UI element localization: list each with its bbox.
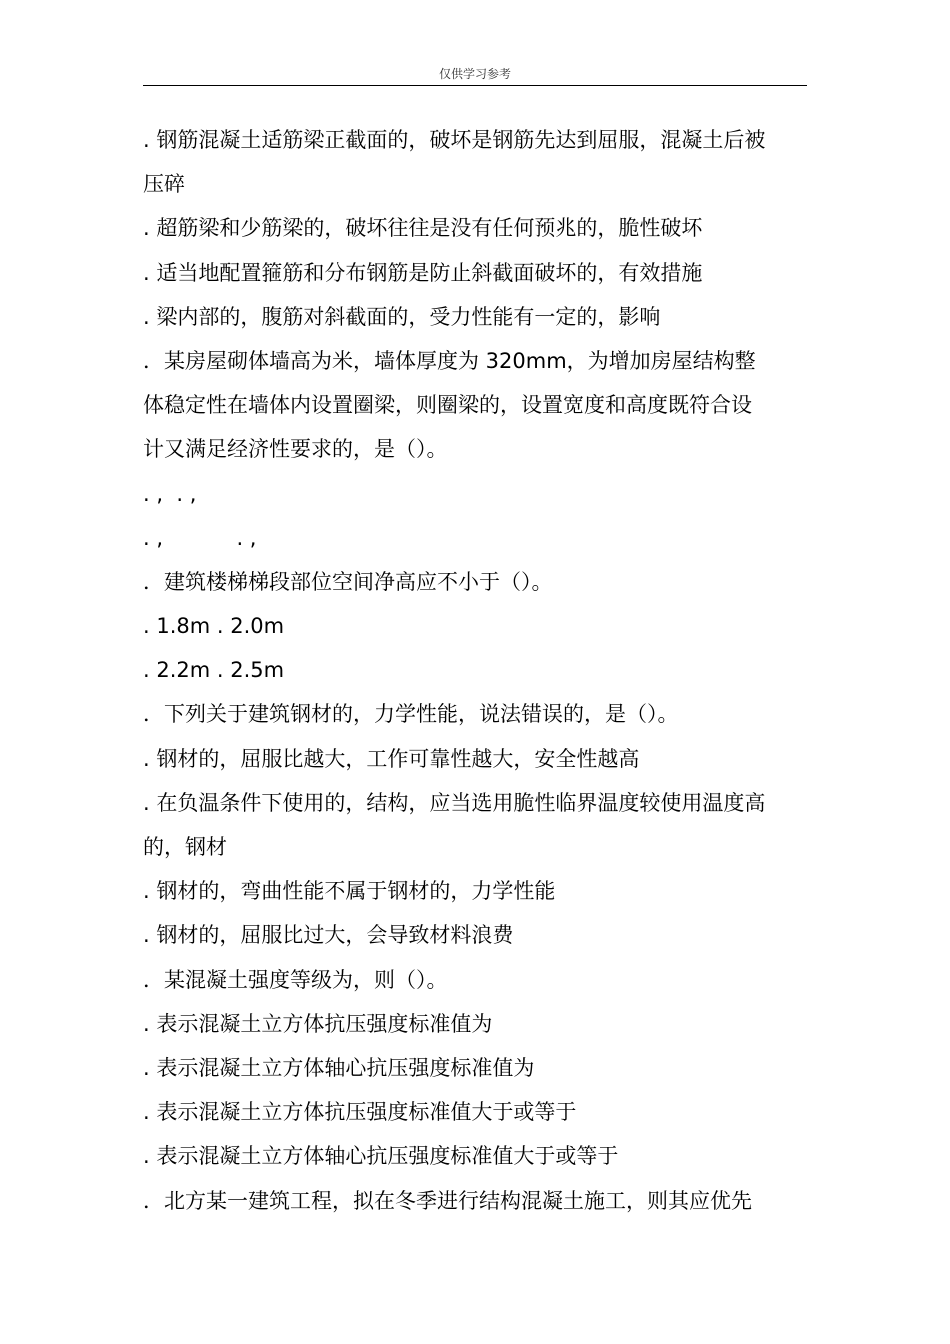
text-line: . 超筋梁和少筋梁的，破坏往往是没有任何预兆的，脆性破坏 (143, 216, 703, 241)
text-line: . 梁内部的，腹筋对斜截面的，受力性能有一定的，影响 (143, 304, 661, 329)
text-line: . 钢材的，屈服比过大，会导致材料浪费 (143, 923, 514, 948)
text-line: 体稳定性在墙体内设置圈梁，则圈梁的，设置宽度和高度既符合设 (143, 393, 752, 418)
text-line: ．北方某一建筑工程，拟在冬季进行结构混凝土施工，则其应优先 (143, 1188, 752, 1213)
text-line: ．下列关于建筑钢材的，力学性能，说法错误的，是（）。 (143, 702, 679, 727)
page-header: 仅供学习参考 (438, 67, 511, 81)
text-line: . , . , (143, 481, 197, 506)
text-line: . 钢筋混凝土适筋梁正截面的，破坏是钢筋先达到屈服，混凝土后被 (143, 128, 766, 152)
text-line: ．某房屋砌体墙高为米，墙体厚度为 320mm，为增加房屋结构整 (143, 348, 756, 373)
text-line: . 钢材的，弯曲性能不属于钢材的，力学性能 (143, 879, 556, 904)
document-body (143, 118, 807, 1223)
text-line: . 表示混凝土立方体轴心抗压强度标准值为 (143, 1055, 535, 1080)
text-line: . 在负温条件下使用的，结构，应当选用脆性临界温度较使用温度高 (143, 790, 766, 815)
text-line: . 适当地配置箍筋和分布钢筋是防止斜截面破坏的，有效措施 (143, 260, 703, 285)
text-line: . 钢材的，屈服比越大，工作可靠性越大，安全性越高 (143, 746, 640, 771)
text-line: . 1.8m . 2.0m (143, 614, 285, 639)
text-line: . 表示混凝土立方体抗压强度标准值为 (143, 1011, 493, 1036)
text-line: ．建筑楼梯梯段部位空间净高应不小于（）。 (143, 569, 553, 594)
text-line: 压碎 (143, 172, 185, 197)
header-divider (143, 85, 807, 86)
text-line: 计又满足经济性要求的，是（）。 (143, 437, 448, 462)
text-line: . , . , (143, 525, 257, 550)
text-line: . 2.2m . 2.5m (143, 658, 285, 683)
text-line: . 表示混凝土立方体抗压强度标准值大于或等于 (143, 1100, 577, 1125)
text-line: 的，钢材 (143, 835, 227, 859)
text-line: . 表示混凝土立方体轴心抗压强度标准值大于或等于 (143, 1144, 619, 1169)
text-line: ．某混凝土强度等级为，则（）。 (143, 967, 448, 992)
